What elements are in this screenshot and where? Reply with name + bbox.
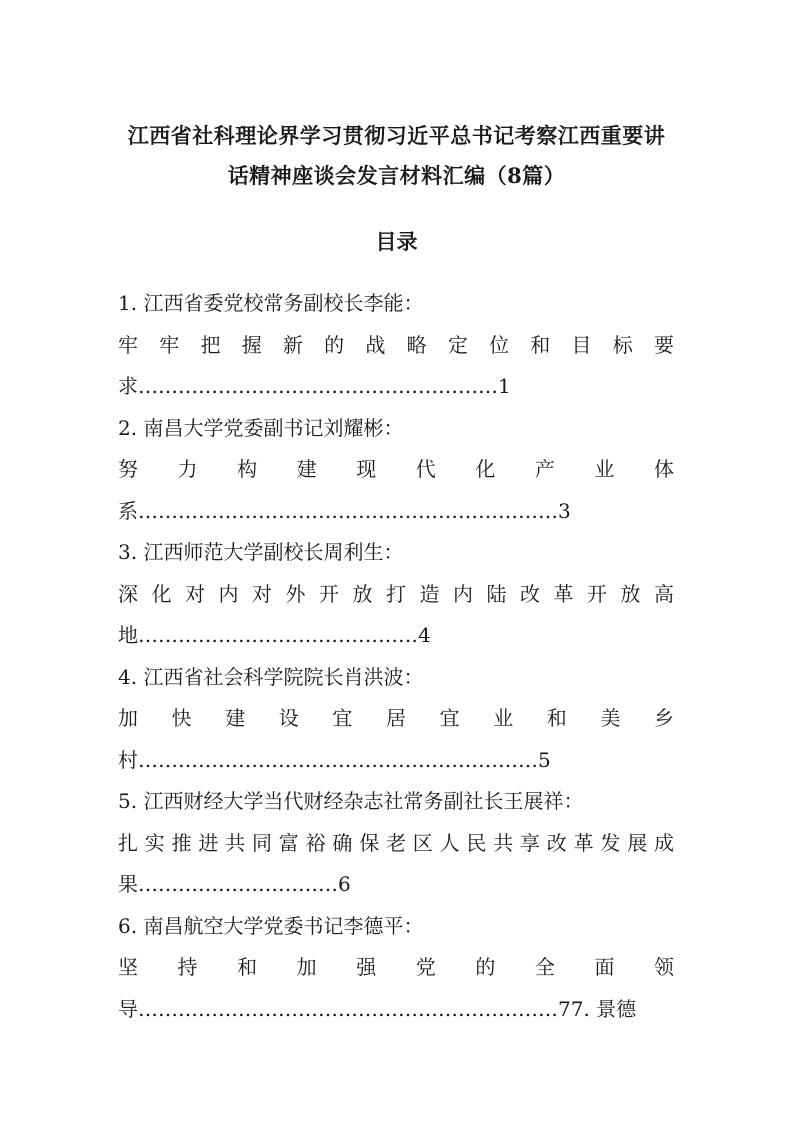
- toc-entry-1-topic[interactable]: 牢 牢 把 握 新 的 战 略 定 位 和 目 标 要: [118, 333, 674, 357]
- toc-entry-4-heading[interactable]: 4. 江西省社会科学院院长肖洪波：: [118, 665, 424, 689]
- toc-entry-2-topic[interactable]: 努 力 构 建 现 代 化 产 业 体: [118, 457, 674, 481]
- document-title-line-1: 江西省社科理论界学习贯彻习近平总书记考察江西重要讲: [127, 123, 666, 148]
- toc-heading: 目录: [375, 229, 418, 254]
- toc-entry-3-topic[interactable]: 深 化 对 内 对 外 开 放 打 造 内 陆 改 革 开 放 高: [118, 582, 674, 606]
- toc-entry-2-heading[interactable]: 2. 南昌大学党委副书记刘耀彬：: [118, 416, 404, 440]
- toc-entry-1-tail[interactable]: 求………………………………………………1: [118, 374, 511, 398]
- document-title-line-2: 话精神座谈会发言材料汇编（8篇）: [227, 163, 566, 188]
- toc-entry-5-tail[interactable]: 果…………………………6: [118, 872, 351, 896]
- toc-entry-2-tail[interactable]: 系………………………………………………………3: [118, 499, 571, 523]
- toc-entry-1-heading[interactable]: 1. 江西省委党校常务副校长李能：: [118, 291, 424, 315]
- toc-entry-6-topic[interactable]: 坚 持 和 加 强 党 的 全 面 领: [118, 955, 674, 979]
- toc-entry-6-tail[interactable]: 导………………………………………………………77. 景德: [118, 997, 637, 1021]
- toc-entry-5-topic[interactable]: 扎 实 推 进 共 同 富 裕 确 保 老 区 人 民 共 享 改 革 发 展 成: [118, 831, 674, 855]
- toc-entry-5-heading[interactable]: 5. 江西财经大学当代财经杂志社常务副社长王展祥：: [118, 789, 584, 813]
- toc-entry-4-tail[interactable]: 村……………………………………………………5: [118, 748, 551, 772]
- toc-entry-3-heading[interactable]: 3. 江西师范大学副校长周利生：: [118, 540, 404, 564]
- toc-entry-4-topic[interactable]: 加 快 建 设 宜 居 宜 业 和 美 乡: [118, 706, 674, 730]
- toc-entry-6-heading[interactable]: 6. 南昌航空大学党委书记李德平：: [118, 914, 424, 938]
- toc-entry-3-tail[interactable]: 地……………………………………4: [118, 623, 431, 647]
